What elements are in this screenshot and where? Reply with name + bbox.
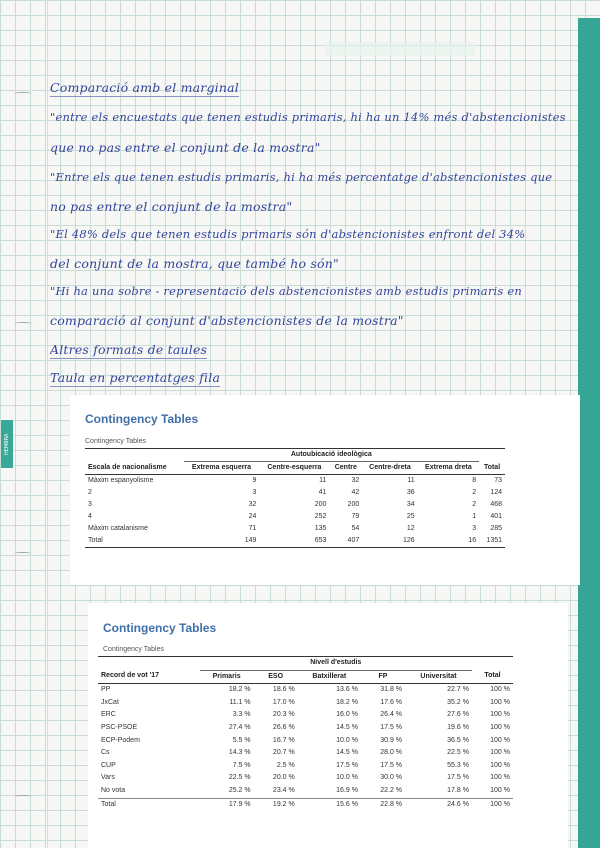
hole-mark [14,795,32,798]
note-line: del conjunt de la mostra, que també ho són" [50,256,339,271]
cell: 200 [347,501,360,508]
table-title: Contingency Tables [103,621,217,635]
cell: 22.5 % [228,774,251,782]
cell: 3 [472,525,477,532]
cell: 16 [468,537,477,544]
table-total-row [85,535,505,548]
cell: 14.5 % [336,749,358,757]
margin-line [47,0,48,848]
cell: 71 [248,525,257,532]
cell: 14.3 % [228,749,251,757]
column-header: Total [483,463,501,471]
cell: 24 [248,513,257,520]
row-label: 3 [88,501,92,508]
cell: 36.5 % [447,736,469,744]
cell: 100 % [490,736,510,744]
cell: 13.6 % [336,686,358,694]
cell: 17.5 % [380,723,403,731]
cell: 252 [314,513,327,520]
cell: 20.0 % [272,774,295,782]
column-header: FP [361,670,405,684]
note-line: "entre els encuestats que tenen estudis primaris, hi ha un 14% més d'abstencionistes [50,110,566,124]
cell: 2.5 % [276,761,295,769]
note-line: comparació al conjunt d'abstencionistes de la mostra" [50,313,404,328]
note-line: no pas entre el conjunt de la mostra" [50,199,293,214]
table-row [98,760,513,773]
contingency-table-sheet-1 [70,395,580,585]
group-header: Autoubicació ideològica [290,451,372,458]
cell: 20.7 % [272,749,295,757]
cell: 11 [407,477,415,484]
cell: 22.5 % [447,749,469,757]
cell: 79 [351,513,360,520]
cell: 100 % [490,723,510,731]
cell: 1 [472,513,477,520]
cell: 8 [472,477,477,484]
contingency-table-sheet-2 [88,603,568,848]
cell: 285 [490,525,502,532]
note-line: Comparació amb el marginal [50,80,239,95]
column-header: Universitat [405,670,472,684]
cell: 34 [406,501,415,508]
table-row [85,523,505,535]
cell: 25 [406,513,415,520]
table-row [85,511,505,523]
cell: 1351 [486,537,502,544]
cell: 9 [252,477,257,484]
cell: 22.7 % [447,686,469,694]
cell: 100 % [490,786,510,794]
hole-mark [14,552,32,555]
row-label: CUP [101,761,116,769]
row-header: Record de vot '17 [101,672,160,680]
table-total-row [98,798,513,811]
cell: 653 [314,537,327,544]
cell: 17.8 % [447,786,469,794]
cell: 17.5 % [336,761,358,769]
table-row [98,772,513,785]
column-header: Total [484,672,501,680]
row-label: PSC-PSOE [101,723,138,731]
cell: 17.0 % [272,698,295,706]
cell: 25.2 % [228,786,251,794]
column-header: ESO [254,670,298,684]
row-label: PP [101,686,111,694]
cell: 27.6 % [447,711,469,719]
cell: 407 [347,537,360,544]
note-line: Altres formats de taules [50,342,208,357]
cell: 18.6 % [272,686,295,694]
cell: 41 [318,489,327,496]
cell: 11.1 % [229,698,251,706]
cell: 16.9 % [336,786,358,794]
cell: 5.5 % [232,736,251,744]
column-header: Centre-esquerra [259,462,329,475]
cell: 10.0 % [336,736,358,744]
row-header: Escala de nacionalisme [88,463,167,471]
column-header: Centre-dreta [362,462,417,475]
cell: 28.0 % [380,749,403,757]
cell: 11 [319,477,327,484]
cell: 100 % [490,800,510,808]
side-badge: HEMBRA [1,420,13,468]
table-title: Contingency Tables [85,412,199,426]
row-label: Màxim espanyolisme [88,477,154,484]
cell: 42 [351,489,360,496]
row-label: 2 [88,489,92,496]
column-header: Extrema esquerra [184,462,260,475]
table-row [98,747,513,760]
row-label: Total [88,537,103,544]
cell: 17.5 % [447,774,469,782]
cell: 200 [314,501,327,508]
cell: 100 % [490,749,510,757]
cell: 16.7 % [272,736,295,744]
cell: 100 % [490,761,510,769]
nationalism-ideology-table [85,448,505,548]
table-row [85,475,505,488]
table-subtitle: Contingency Tables [103,646,164,653]
hole-mark [14,92,32,95]
note-line: "El 48% dels que tenen estudis primaris són d'abstencionistes enfront del 34% [50,227,526,241]
cell: 16.0 % [336,711,358,719]
vote-education-table [98,656,513,811]
cell: 17.5 % [380,761,403,769]
row-label: No vota [101,786,126,794]
cell: 26.6 % [272,723,295,731]
cell: 73 [494,477,502,484]
row-label: Cs [101,749,110,757]
table-row [98,697,513,710]
cell: 401 [490,513,502,520]
cell: 3 [252,489,257,496]
cell: 35.2 % [447,698,469,706]
cell: 100 % [490,774,510,782]
cell: 55.3 % [447,761,469,769]
cell: 27.4 % [228,723,251,731]
note-line: Taula en percentatges fila [50,370,221,385]
table-row [98,722,513,735]
cell: 100 % [490,698,510,706]
cell: 19.6 % [447,723,469,731]
cell: 30.0 % [380,774,403,782]
cell: 124 [490,489,502,496]
cell: 32 [351,477,360,484]
cell: 30.9 % [380,736,403,744]
cell: 100 % [490,686,510,694]
note-line: "Hi ha una sobre - representació dels abstencionistes amb estudis primaris en [50,284,522,298]
row-label: 4 [88,513,92,520]
column-header: Batxillerat [298,670,361,684]
cell: 14.5 % [336,723,358,731]
cell: 22.8 % [380,800,403,808]
table-row [98,735,513,748]
table-row [85,499,505,511]
column-header: Centre [329,462,362,475]
row-label: Total [101,800,116,808]
column-header: Primaris [200,670,254,684]
cell: 54 [351,525,360,532]
cell: 18.2 % [228,686,251,694]
cell: 18.2 % [336,698,358,706]
column-header: Extrema dreta [418,462,479,475]
table-row [98,709,513,722]
cell: 7.5 % [232,761,251,769]
cell: 23.4 % [272,786,295,794]
row-label: Màxim catalanisme [88,525,148,532]
cell: 24.6 % [447,800,469,808]
cell: 31.8 % [380,686,403,694]
cell: 17.9 % [228,800,251,808]
row-label: ERC [101,711,116,719]
cell: 135 [314,525,327,532]
cell: 100 % [490,711,510,719]
hole-mark [14,322,32,325]
cell: 126 [403,537,415,544]
cell: 26.4 % [380,711,403,719]
row-label: ECP-Podem [101,736,140,744]
cell: 149 [244,537,257,544]
cell: 17.6 % [380,698,403,706]
cell: 12 [406,525,415,532]
cell: 10.0 % [336,774,358,782]
cell: 3.3 % [232,711,251,719]
cell: 15.6 % [336,800,358,808]
cell: 20.3 % [272,711,295,719]
cell: 468 [490,501,502,508]
cell: 36 [406,489,415,496]
table-row [85,487,505,499]
table-row [98,785,513,798]
note-line: "Entre els que tenen estudis primaris, hi ha més percentatge d'abstencionistes que [50,170,553,184]
cell: 19.2 % [272,800,295,808]
cell: 22.2 % [380,786,403,794]
note-line: que no pas entre el conjunt de la mostra" [50,140,321,155]
group-header: Nivell d'estudis [310,659,362,666]
row-label: JxCat [101,698,119,706]
cell: 2 [472,501,477,508]
table-row [98,684,513,697]
header-band [325,42,475,56]
row-label: Vars [101,774,115,782]
table-subtitle: Contingency Tables [85,438,146,445]
cell: 32 [248,501,257,508]
cell: 2 [472,489,477,496]
